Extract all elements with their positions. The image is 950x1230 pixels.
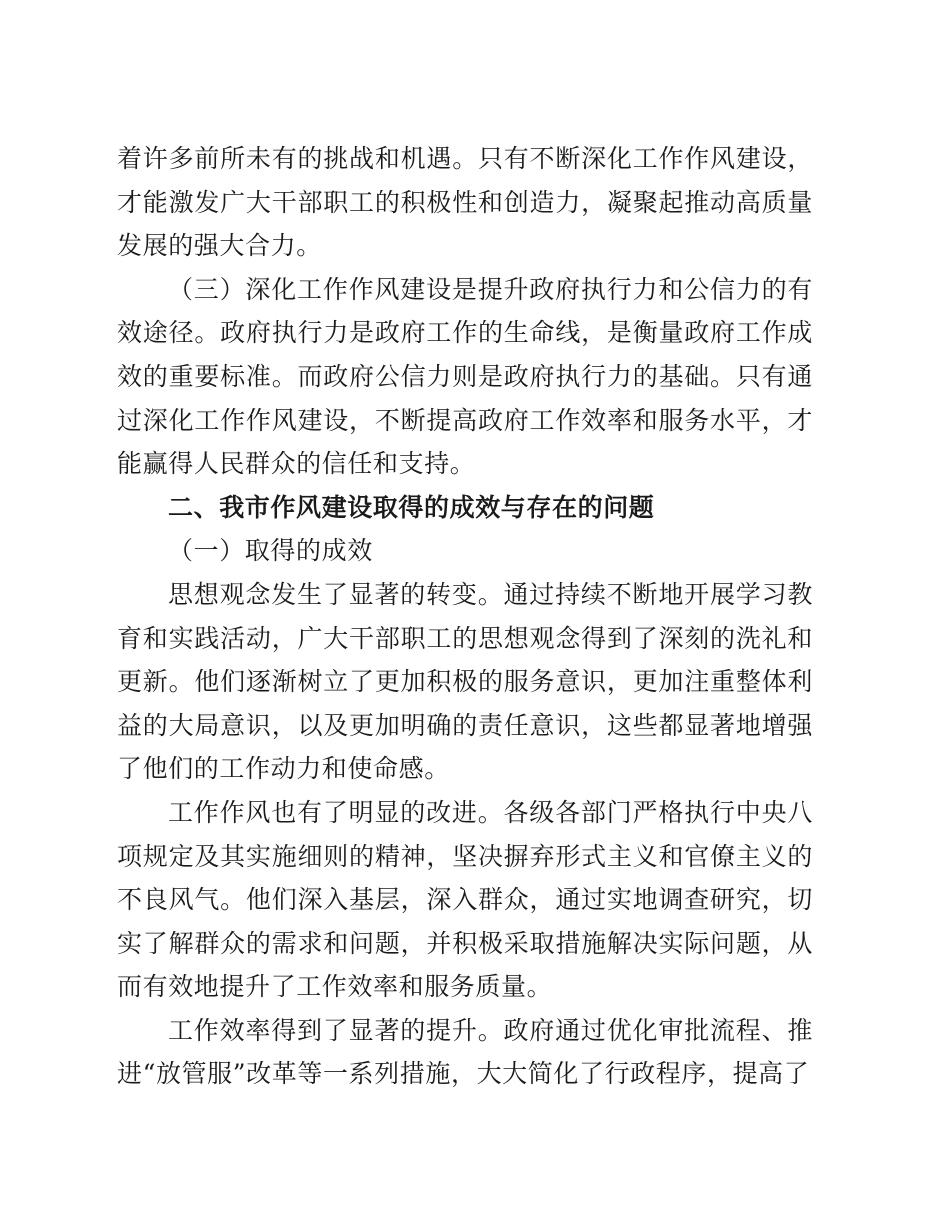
- document-body: [117, 137, 813, 1096]
- paragraph-work-style: 工作作风也有了明显的改进。各级各部门严格执行中央八项规定及其实施细则的精神，坚决摒弃形式主义和官僚主义的不良风气。他们深入基层，深入群众，通过实地调查研究，切实了解群众的需求和问题，并积极采取措施解决实际问题，从而有效地提升了工作效率和服务质量。: [117, 797, 813, 1002]
- paragraph-section-three: （三）深化工作作风建设是提升政府执行力和公信力的有效途径。政府执行力是政府工作的生命线，是衡量政府工作成效的重要标准。而政府公信力则是政府执行力的基础。只有通过深化工作作风建设，不断提高政府工作效率和服务水平，才能赢得人民群众的信任和支持。: [117, 274, 813, 479]
- subsection-heading-achievements: （一）取得的成效: [168, 536, 373, 566]
- section-heading-two: 二、我市作风建设取得的成效与存在的问题: [168, 492, 655, 522]
- paragraph-work-efficiency: 工作效率得到了显著的提升。政府通过优化审批流程、推进“放管服”改革等一系列措施，大大简化了行政程序，提高了: [117, 1015, 813, 1089]
- paragraph-thinking-change: 思想观念发生了显著的转变。通过持续不断地开展学习教育和实践活动，广大干部职工的思想观念得到了深刻的洗礼和更新。他们逐渐树立了更加积极的服务意识，更加注重整体利益的大局意识，以及更加明确的责任意识，这些都显著地增强了他们的工作动力和使命感。: [117, 579, 813, 784]
- paragraph-continuation: 着许多前所未有的挑战和机遇。只有不断深化工作作风建设，才能激发广大干部职工的积极性和创造力，凝聚起推动高质量发展的强大合力。: [117, 144, 813, 261]
